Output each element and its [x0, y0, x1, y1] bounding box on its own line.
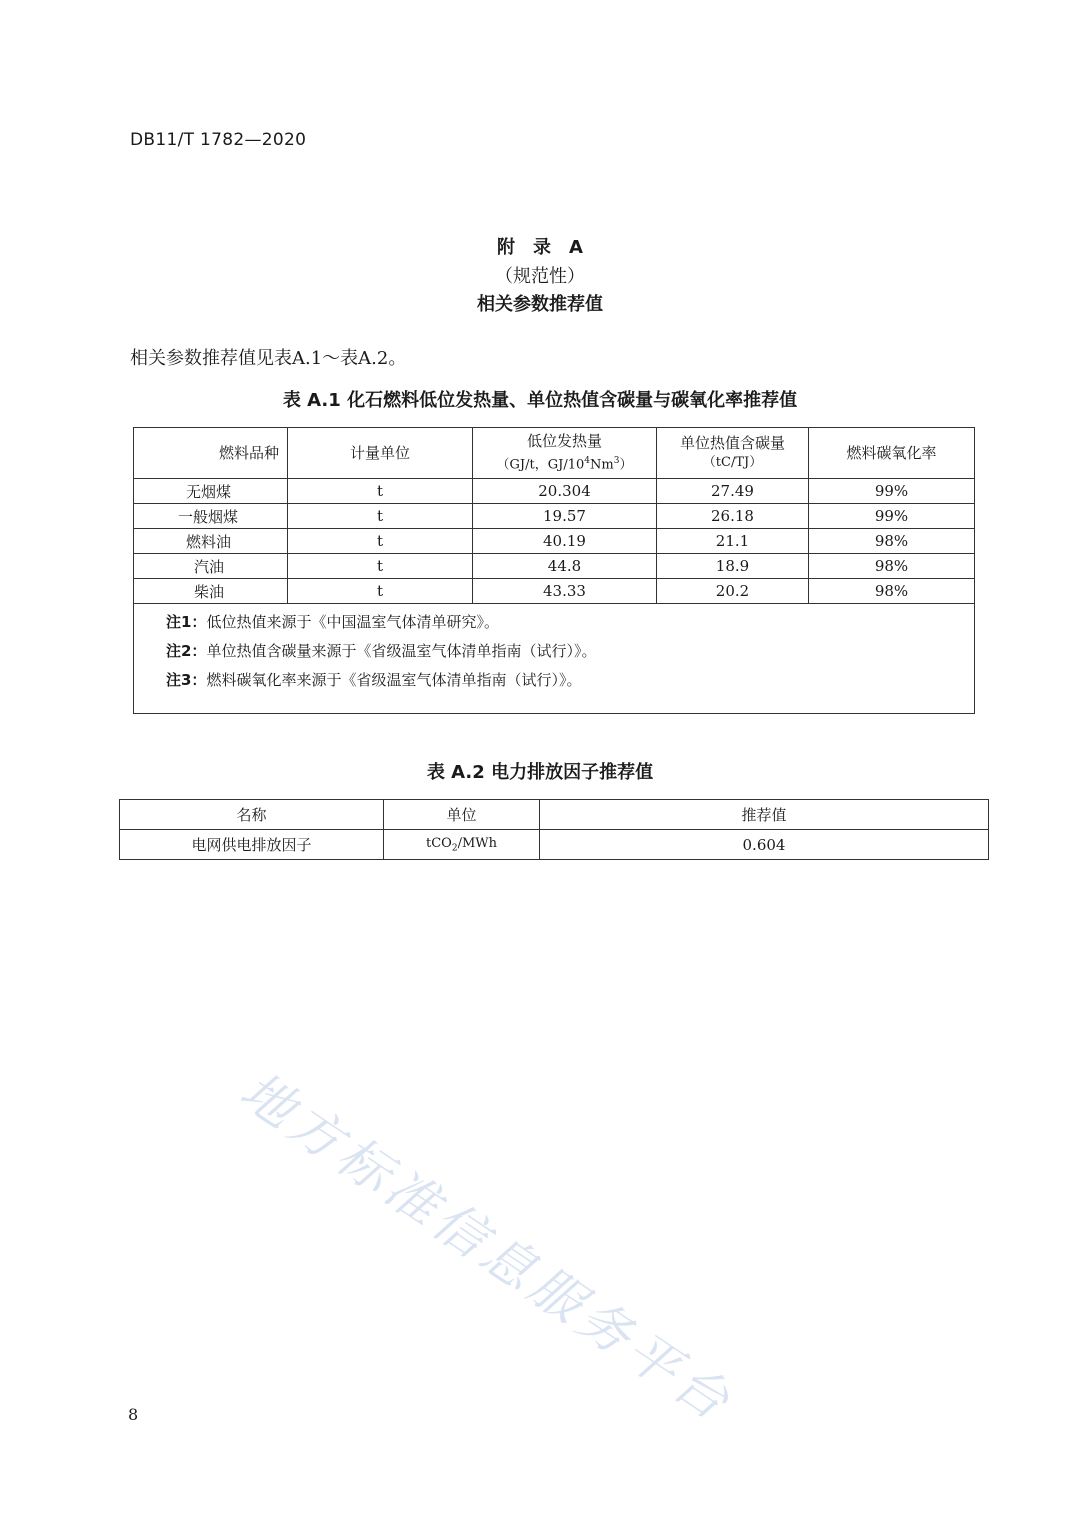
- cell-unit: t: [288, 554, 473, 579]
- header-carbon-unit: （tC/TJ）: [702, 455, 763, 470]
- table-row: [134, 579, 975, 604]
- page-number: 8: [128, 1405, 139, 1424]
- cell-fuel: 一般烟煤: [134, 504, 288, 529]
- document-code: DB11/T 1782—2020: [130, 130, 307, 150]
- note-3: 注3：燃料碳氧化率来源于《省级温室气体清单指南（试行）》。: [166, 671, 582, 689]
- cell-carbon: 21.1: [657, 529, 809, 554]
- cell-unit: t: [288, 579, 473, 604]
- cell-ncv: 43.33: [473, 579, 657, 604]
- cell-unit: t: [288, 504, 473, 529]
- appendix-title-char: A: [569, 237, 583, 258]
- header-oxidation: 燃料碳氧化率: [809, 428, 975, 479]
- cell-carbon: 20.2: [657, 579, 809, 604]
- cell-name: 电网供电排放因子: [120, 830, 384, 860]
- cell-ncv: 40.19: [473, 529, 657, 554]
- table-header-row: [120, 800, 989, 830]
- fuel-parameters-table: [133, 427, 975, 714]
- cell-fuel: 柴油: [134, 579, 288, 604]
- header-unit: 单位: [384, 800, 540, 830]
- header-value: 推荐值: [540, 800, 989, 830]
- cell-ncv: 44.8: [473, 554, 657, 579]
- header-ncv: [473, 428, 657, 479]
- table-row: [134, 504, 975, 529]
- cell-carbon: 26.18: [657, 504, 809, 529]
- cell-oxidation: 98%: [809, 554, 975, 579]
- header-carbon: [657, 428, 809, 479]
- watermark: 地方标准信息服务平台: [229, 1060, 744, 1435]
- header-name: 名称: [120, 800, 384, 830]
- table2-caption: 表 A.2 电力排放因子推荐值: [426, 762, 654, 783]
- cell-fuel: 燃料油: [134, 529, 288, 554]
- table-row: [134, 529, 975, 554]
- header-carbon-label: 单位热值含碳量: [679, 434, 785, 452]
- cell-ncv: 20.304: [473, 479, 657, 504]
- appendix-title: [0, 233, 1080, 259]
- header-ncv-unit: （GJ/t，$GJ/10^4Nm^3$）: [496, 455, 633, 473]
- appendix-title-char: 录: [533, 237, 552, 258]
- cell-oxidation: 99%: [809, 504, 975, 529]
- header-unit: 计量单位: [288, 428, 473, 479]
- cell-unit: tCO$_2$/MWh: [384, 830, 540, 860]
- cell-carbon: 27.49: [657, 479, 809, 504]
- table-header-row: [134, 428, 975, 479]
- cell-oxidation: 98%: [809, 579, 975, 604]
- header-fuel: 燃料品种: [134, 428, 288, 479]
- note-1: 注1：低位热值来源于《中国温室气体清单研究》。: [166, 613, 499, 631]
- table-notes-row: [134, 604, 975, 714]
- header-ncv-label: 低位发热量: [526, 431, 602, 450]
- table1-caption: 表 A.1 化石燃料低位发热量、单位热值含碳量与碳氧化率推荐值: [282, 390, 798, 411]
- cell-value: 0.604: [540, 830, 989, 860]
- table-row: [134, 479, 975, 504]
- cell-oxidation: 98%: [809, 529, 975, 554]
- cell-ncv: 19.57: [473, 504, 657, 529]
- note-2: 注2：单位热值含碳量来源于《省级温室气体清单指南（试行）》。: [166, 642, 597, 660]
- appendix-heading: 相关参数推荐值: [477, 294, 603, 315]
- appendix-subtitle: （规范性）: [495, 266, 585, 287]
- intro-text: 相关参数推荐值见表A.1～表A.2。: [130, 348, 407, 369]
- cell-oxidation: 99%: [809, 479, 975, 504]
- power-emission-table: [119, 799, 989, 860]
- cell-fuel: 无烟煤: [134, 479, 288, 504]
- cell-unit: t: [288, 479, 473, 504]
- cell-fuel: 汽油: [134, 554, 288, 579]
- cell-carbon: 18.9: [657, 554, 809, 579]
- appendix-title-char: 附: [497, 237, 516, 258]
- cell-unit: t: [288, 529, 473, 554]
- table-notes: [134, 604, 975, 714]
- table-row: [134, 554, 975, 579]
- table-row: [120, 830, 989, 860]
